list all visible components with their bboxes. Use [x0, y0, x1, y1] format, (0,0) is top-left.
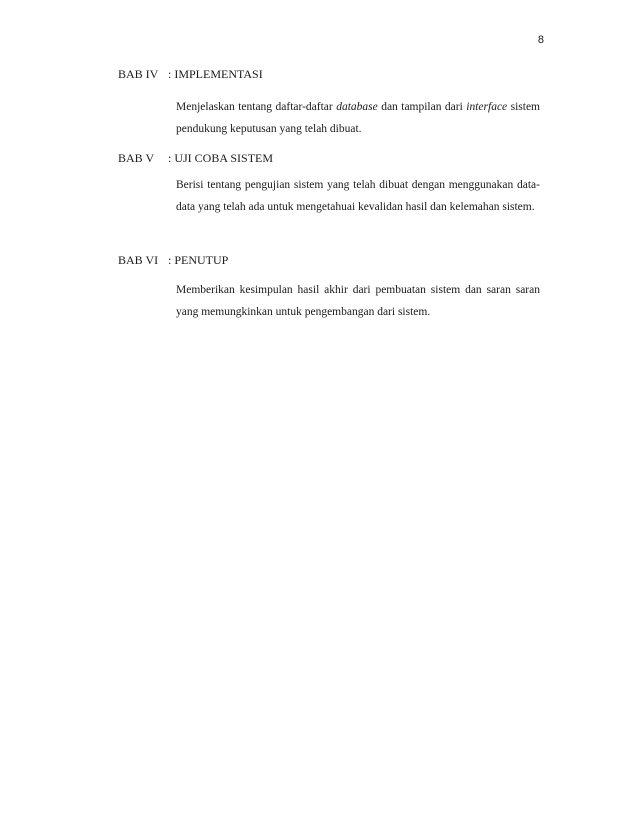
desc-text: dan tampilan dari: [377, 101, 467, 113]
desc-text: Berisi tentang pengujian sistem yang telah dibuat dengan menggunakan data-data yang telah ada untuk mengetahuai kevalidan hasil dan kelemahan sistem.: [176, 179, 540, 213]
chapter-heading-bab-v: [118, 151, 273, 166]
desc-text: Menjelaskan tentang daftar-daftar: [176, 101, 337, 113]
chapter-heading-bab-vi: [118, 253, 228, 268]
chapter-description-bab-v: [176, 175, 540, 218]
desc-text: sistem pendukung keputusan yang telah dibuat.: [176, 101, 540, 135]
chapter-title: : PENUTUP: [168, 253, 229, 267]
page-number: 8: [537, 34, 544, 46]
chapter-title: : UJI COBA SISTEM: [168, 151, 274, 165]
chapter-label: BAB VI: [118, 253, 159, 267]
chapter-title: : IMPLEMENTASI: [168, 67, 263, 81]
desc-italic-term: database: [336, 101, 378, 113]
desc-text: Memberikan kesimpulan hasil akhir dari pembuatan sistem dan saran saran yang memungkinkan untuk pengembangan dari sistem.: [176, 284, 540, 318]
chapter-description-bab-vi: [176, 280, 540, 323]
chapter-heading-bab-iv: [118, 67, 263, 82]
chapter-label: BAB V: [118, 151, 155, 165]
desc-italic-term: interface: [466, 101, 508, 113]
chapter-description-bab-iv: [176, 97, 540, 140]
chapter-label: BAB IV: [118, 67, 159, 81]
